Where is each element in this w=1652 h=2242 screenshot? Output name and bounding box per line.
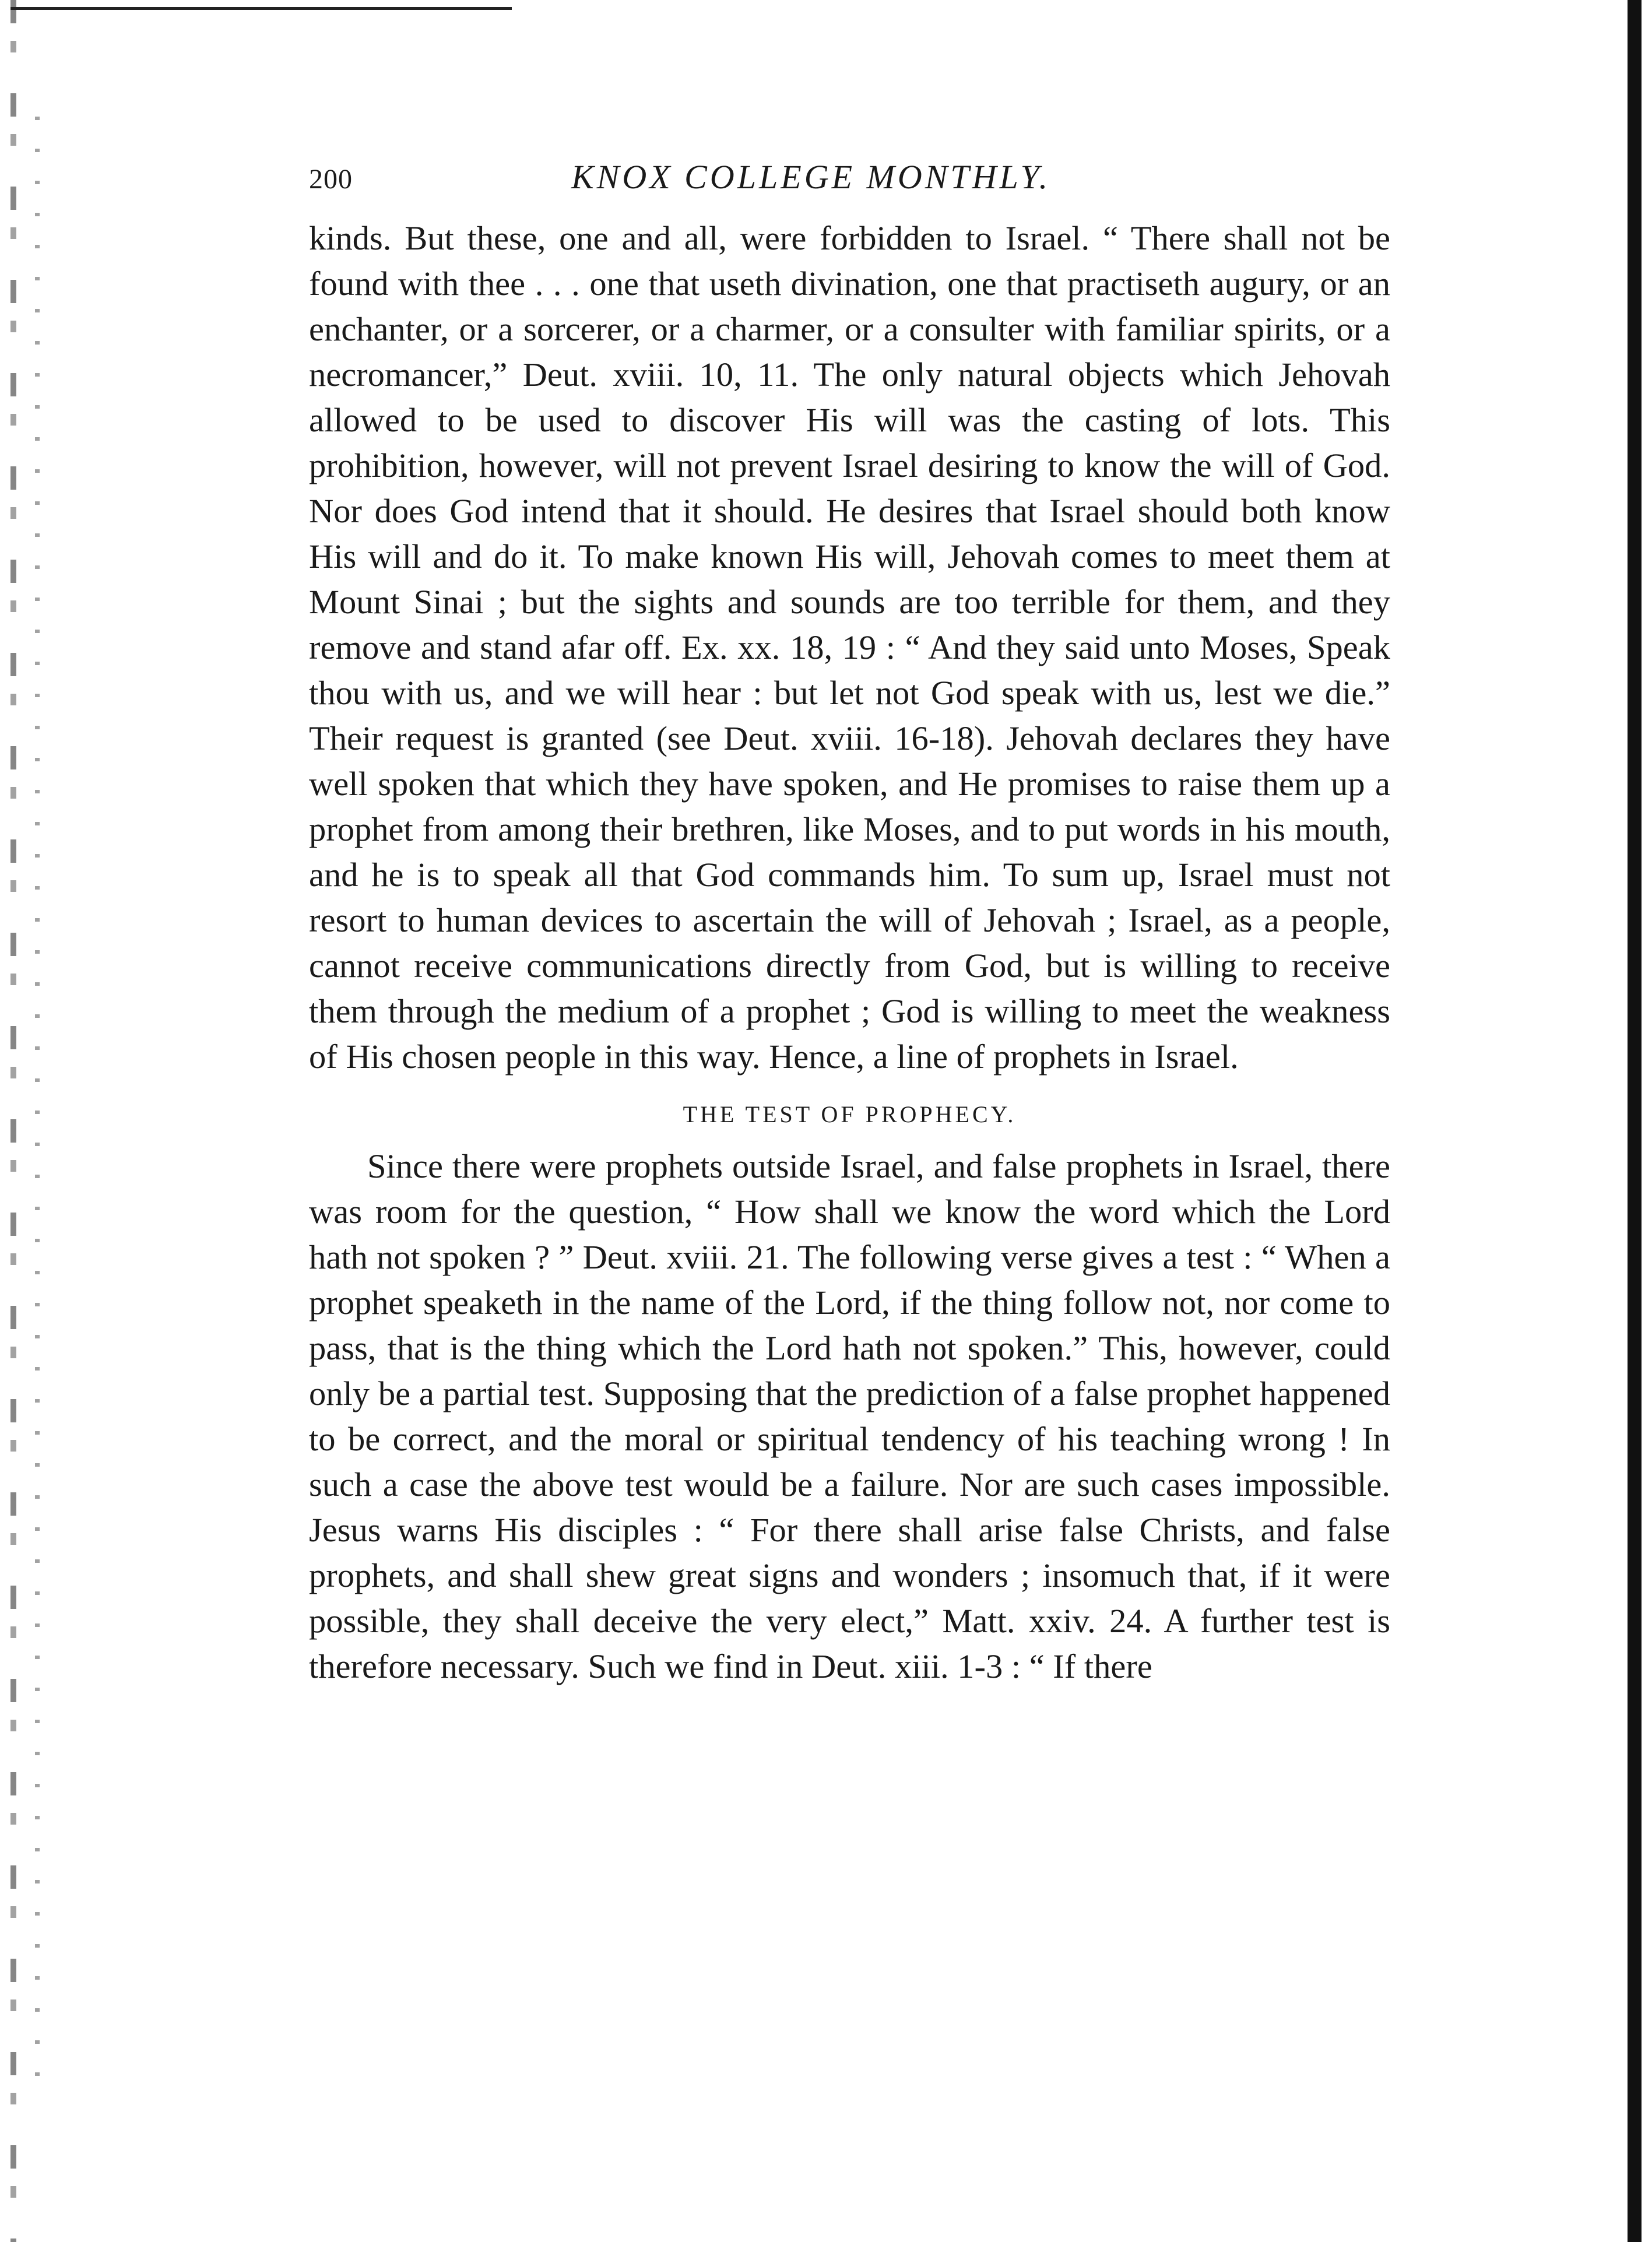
page-content	[309, 146, 1390, 1689]
body-paragraph-1: kinds. But these, one and all, were forbidden to Israel. “ There shall not be found with thee . . . one that useth divination, one that practiseth augury, or an enchanter, or a sorcerer, or a charmer, or a consulter with familiar spirits, or a necromancer,” Deut. xviii. 10, 11. The only natural objects which Jehovah allowed to be used to discover His will was the casting of lots. This prohibition, however, will not prevent Israel desiring to know the will of God. Nor does God intend that it should. He desires that Israel should both know His will and do it. To make known His will, Jehovah comes to meet them at Mount Sinai ; but the sights and sounds are too terrible for them, and they remove and stand afar off. Ex. xx. 18, 19 : “ And they said unto Moses, Speak thou with us, and we will hear : but let not God speak with us, lest we die.” Their request is granted (see Deut. xviii. 16-18). Jehovah declares they have well spoken that which they have spoken, and He promises to raise them up a prophet from among their brethren, like Moses, and to put words in his mouth, and he is to speak all that God commands him. To sum up, Israel must not resort to human devices to ascertain the will of Jehovah ; Israel, as a people, cannot receive communications directly from God, but is willing to receive them through the medium of a prophet ; God is willing to meet the weakness of His chosen people in this way. Hence, a line of prophets in Israel.	[309, 219, 1390, 1076]
scan-border-top	[10, 7, 512, 10]
scan-border-left	[10, 0, 16, 2242]
page-number: 200	[309, 164, 353, 195]
scan-margin-specks	[35, 117, 40, 2099]
section-heading: THE TEST OF PROPHECY.	[683, 1101, 1017, 1127]
journal-title: KNOX COLLEGE MONTHLY.	[571, 158, 1051, 196]
body-paragraph-2: Since there were prophets outside Israel, and false prophets in Israel, there was room for the question, “ How shall we know the word which the Lord hath not spoken ? ” Deut. xviii. 21. The following verse gives a test : “ When a prophet speaketh in the name of the Lord, if the thing follow not, nor come to pass, that is the thing which the Lord hath not spoken.” This, however, could only be a partial test. Supposing that the prediction of a false prophet happened to be correct, and the moral or spiritual tendency of his teaching wrong ! In such a case the above test would be a failure. Nor are such cases impossible. Jesus warns His disciples : “ For there shall arise false Christs, and false prophets, and shall shew great signs and wonders ; insomuch that, if it were possible, they shall deceive the very elect,” Matt. xxiv. 24. A further test is therefore necessary. Such we find in Deut. xiii. 1-3 : “ If there	[309, 1147, 1390, 1685]
running-head	[309, 146, 1390, 216]
scan-border-right	[1628, 0, 1642, 2242]
